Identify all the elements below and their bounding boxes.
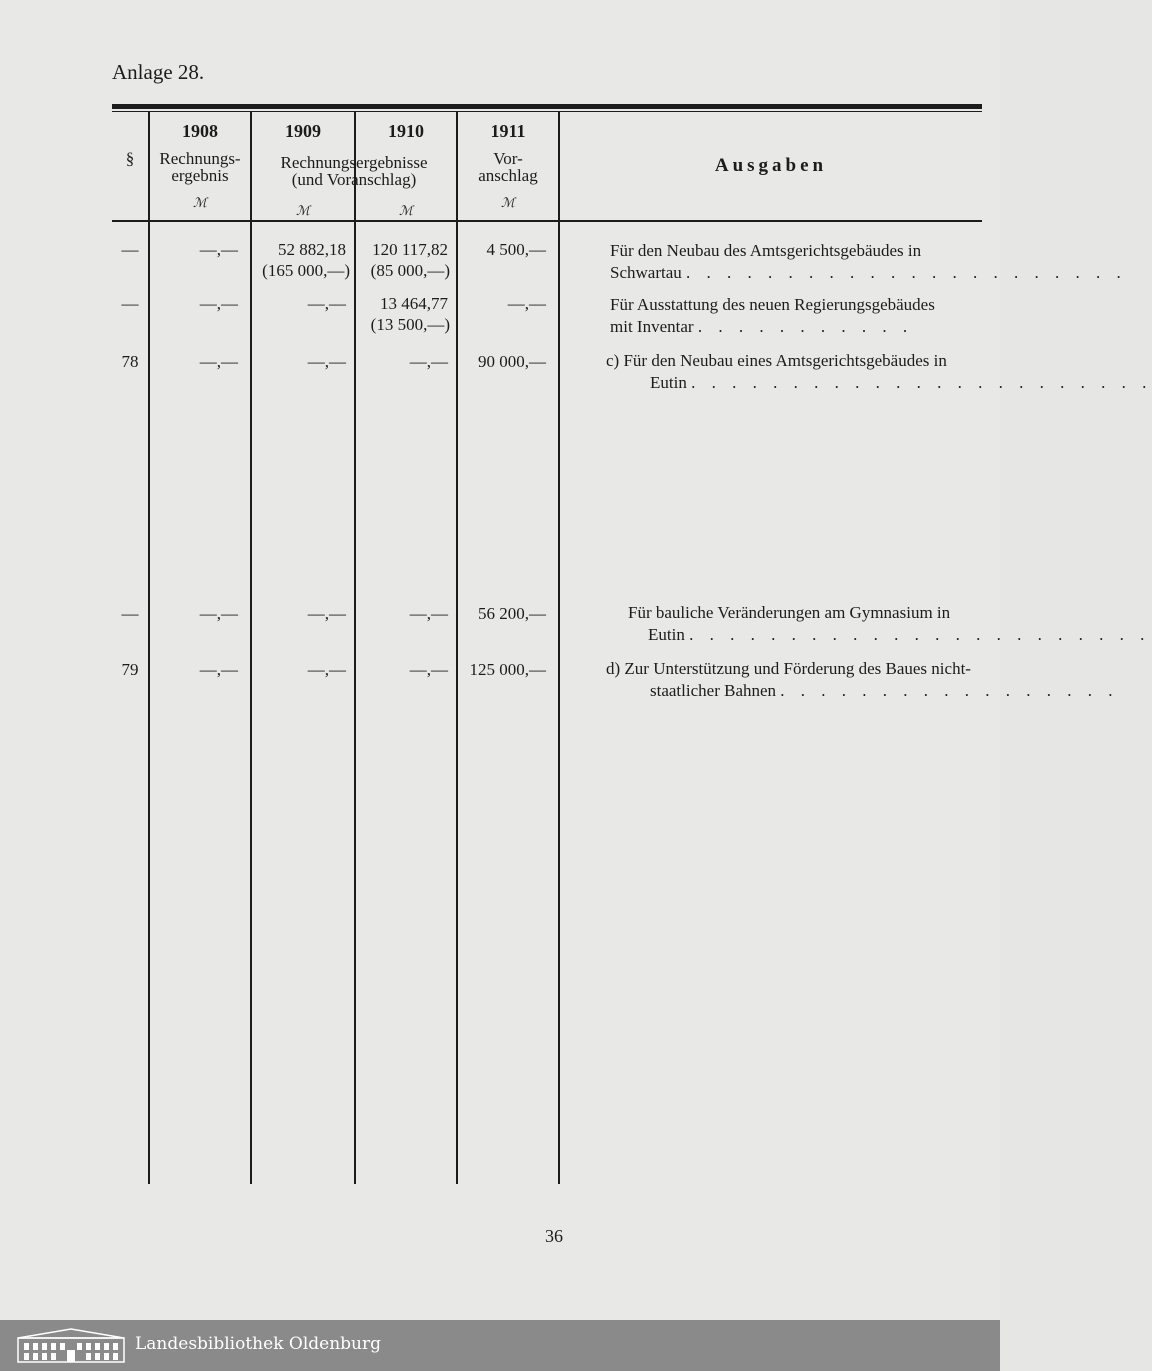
currency-mark: ℳ [501, 195, 515, 210]
value-1909: 52 882,18 [278, 240, 346, 259]
description-text: staatlicher Bahnen [650, 681, 777, 700]
expense-description [606, 350, 1152, 394]
description-text: Eutin [650, 373, 687, 392]
value-1909: —,— [307, 660, 346, 679]
library-name: Landesbibliothek Oldenburg [135, 1334, 382, 1354]
description-line-1: Für bauliche Veränderungen am Gymnasium in [628, 603, 951, 622]
library-footer [0, 1320, 1000, 1371]
value-1909: —,— [307, 604, 346, 623]
value-1911: 90 000,— [478, 352, 546, 371]
expense-description [606, 658, 1119, 702]
description-line-2 [628, 624, 1151, 646]
description-line-1: c) Für den Neubau eines Amtsgerichtsgebäudes in [606, 351, 947, 370]
value-1909: —,— [307, 294, 346, 313]
description-line-2 [606, 680, 1119, 702]
column-divider [148, 112, 150, 1184]
description-line-2 [610, 316, 986, 338]
label-line-2: anschlag [478, 166, 538, 185]
estimate-1909: (165 000,—) [262, 261, 350, 280]
estimate-1910: (13 500,—) [370, 315, 450, 334]
description-line-2 [610, 262, 1127, 284]
leader-dots: . . . . . . . . . . . . . . . . . . . . . . . [689, 625, 1151, 644]
expense-description [628, 602, 1151, 646]
library-building-icon [16, 1328, 126, 1364]
description-line-1: d) Zur Unterstützung und Förderung des Baues nicht- [606, 659, 971, 678]
currency-mark: ℳ [399, 203, 413, 218]
header-rule [112, 220, 982, 222]
description-line-1: Für den Neubau des Amtsgerichtsgebäudes in [610, 241, 922, 260]
paragraph-cell: 78 [121, 352, 139, 371]
header-1908 [150, 122, 250, 209]
currency-mark: ℳ [296, 203, 310, 218]
leader-dots: . . . . . . . . . . . . . . . . . . . . . . . [691, 373, 1152, 392]
value-1908: —,— [199, 660, 238, 679]
leader-dots: . . . . . . . . . . . . . . . . . . . . . . [686, 263, 1127, 282]
description-text: Schwartau [610, 263, 682, 282]
year-1908: 1908 [182, 121, 218, 141]
column-divider [558, 112, 560, 1184]
label-line-1: Vor- [493, 149, 523, 168]
value-1911: 4 500,— [486, 240, 546, 259]
annex-label: Anlage 28. [112, 60, 205, 84]
value-1908: —,— [199, 240, 238, 259]
value-1910: 120 117,82 [372, 240, 448, 259]
header-1909-1910-label [252, 154, 456, 188]
value-1911: 56 200,— [478, 604, 546, 623]
label-line-1: Rechnungs- [159, 149, 241, 168]
value-1910: —,— [409, 352, 448, 371]
expenses-header: Ausgaben [714, 155, 828, 176]
value-1908: —,— [199, 352, 238, 371]
paragraph-cell: — [121, 604, 139, 623]
value-1908: —,— [199, 294, 238, 313]
paragraph-cell: 79 [121, 660, 139, 679]
description-line-2 [606, 372, 1152, 394]
description-text: Eutin [648, 625, 685, 644]
value-1910: —,— [409, 660, 448, 679]
value-1911: 125 000,— [469, 660, 546, 679]
top-rule [112, 104, 982, 109]
value-1909: —,— [307, 352, 346, 371]
header-1911 [458, 122, 558, 209]
leader-dots: . . . . . . . . . . . [697, 317, 914, 336]
label-line-2: ergebnis [171, 166, 229, 185]
page-number: 36 [545, 1226, 563, 1246]
value-1908: —,— [199, 604, 238, 623]
paragraph-cell: — [121, 294, 139, 313]
value-1911: —,— [507, 294, 546, 313]
header-1909 [252, 122, 354, 140]
currency-mark: ℳ [193, 195, 207, 210]
year-1910: 1910 [388, 121, 424, 141]
column-divider [456, 112, 458, 1184]
description-text: mit Inventar [610, 317, 694, 336]
paragraph-header: § [125, 149, 135, 168]
estimate-1910: (85 000,—) [370, 261, 450, 280]
label-line-1: Rechnungsergebnisse [280, 153, 428, 172]
label-line-2: (und Voranschlag) [291, 170, 417, 189]
expense-description [610, 294, 986, 338]
description-line-1: Für Ausstattung des neuen Regierungsgebäudes [610, 295, 935, 314]
top-rule-thin [112, 111, 982, 112]
value-1910: —,— [409, 604, 448, 623]
leader-dots: . . . . . . . . . . . . . . . . . [780, 681, 1119, 700]
expense-description [610, 240, 1127, 284]
header-1910 [356, 122, 456, 140]
value-1910: 13 464,77 [380, 294, 448, 313]
year-1911: 1911 [490, 121, 526, 141]
year-1909: 1909 [285, 121, 321, 141]
paragraph-cell: — [121, 240, 139, 259]
